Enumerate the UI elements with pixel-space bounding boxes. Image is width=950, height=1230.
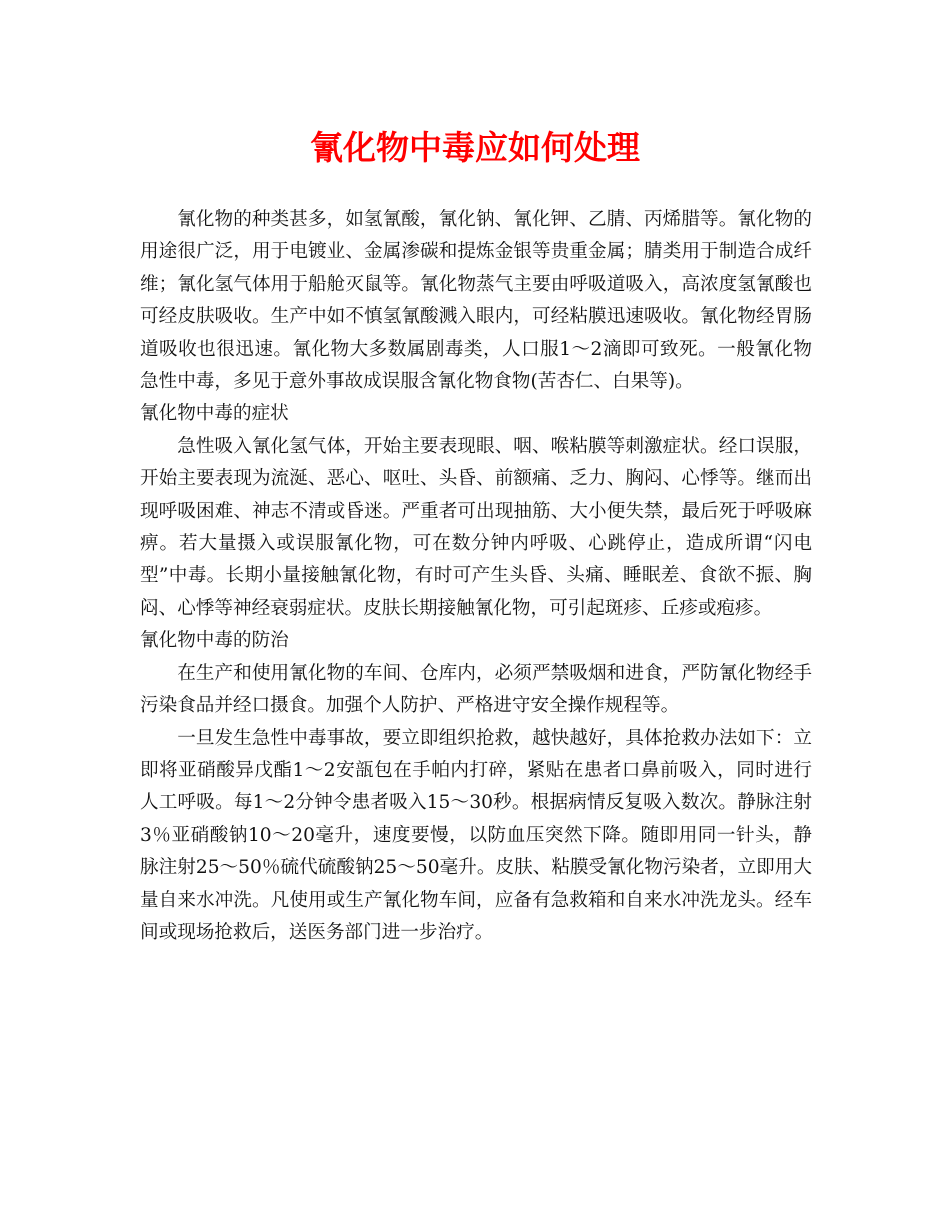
intro-paragraph: 氰化物的种类甚多，如氢氰酸，氰化钠、氰化钾、乙腈、丙烯腊等。氰化物的用途很广泛，用于电镀业、金属渗碳和提炼金银等贵重金属；腈类用于制造合成纤维；氰化氢气体用于船舱灭鼠等。氰化物蒸气主要由呼吸道吸入，高浓度氢氰酸也可经皮肤吸收。生产中如不慎氢氰酸溅入眼内，可经粘膜迅速吸收。氰化物经胃肠道吸收也很迅速。氰化物大多数属剧毒类，人口服1～2滴即可致死。一般氰化物急性中毒，多见于意外事故成误服含氰化物食物(苦杏仁、白果等)。: [140, 209, 812, 393]
prevention-paragraph-2: 一旦发生急性中毒事故，要立即组织抢救，越快越好，具体抢救办法如下：立即将亚硝酸异戊酯1～2安瓿包在手帕内打碎，紧贴在患者口鼻前吸入，同时进行人工呼吸。每1～2分钟令患者吸入15～30秒。根据病情反复吸入数次。静脉注射3％亚硝酸钠10～20毫升，速度要慢，以防血压突然下降。随即用同一针头，静脉注射25～50％硫代硫酸钠25～50毫升。皮肤、粘膜受氰化物污染者，立即用大量自来水冲洗。凡使用或生产氰化物车间，应备有急救箱和自来水冲洗龙头。经车间或现场抢救后，送医务部门进一步治疗。: [140, 727, 812, 943]
symptoms-paragraph: 急性吸入氰化氢气体，开始主要表现眼、咽、喉粘膜等刺激症状。经口误服，开始主要表现为流涎、恶心、呕吐、头昏、前额痛、乏力、胸闷、心悸等。继而出现呼吸困难、神志不清或昏迷。严重者可出现抽筋、大小便失禁，最后死于呼吸麻痹。若大量摄入或误服氰化物，可在数分钟内呼吸、心跳停止，造成所谓“闪电型”中毒。长期小量接触氰化物，有时可产生头昏、头痛、睡眠差、食欲不振、胸闷、心悸等神经衰弱症状。皮肤长期接触氰化物，可引起斑疹、丘疹或疱疹。: [140, 435, 812, 619]
page-title: 氰化物中毒应如何处理: [310, 128, 640, 167]
prevention-paragraph-1: 在生产和使用氰化物的车间、仓库内，必须严禁吸烟和进食，严防氰化物经手污染食品并经口摄食。加强个人防护、严格进守安全操作规程等。: [140, 662, 812, 717]
section-heading-prevention: 氰化物中毒的防治: [140, 630, 289, 652]
section-heading-symptoms: 氰化物中毒的症状: [140, 403, 289, 425]
document-body: [140, 204, 812, 949]
